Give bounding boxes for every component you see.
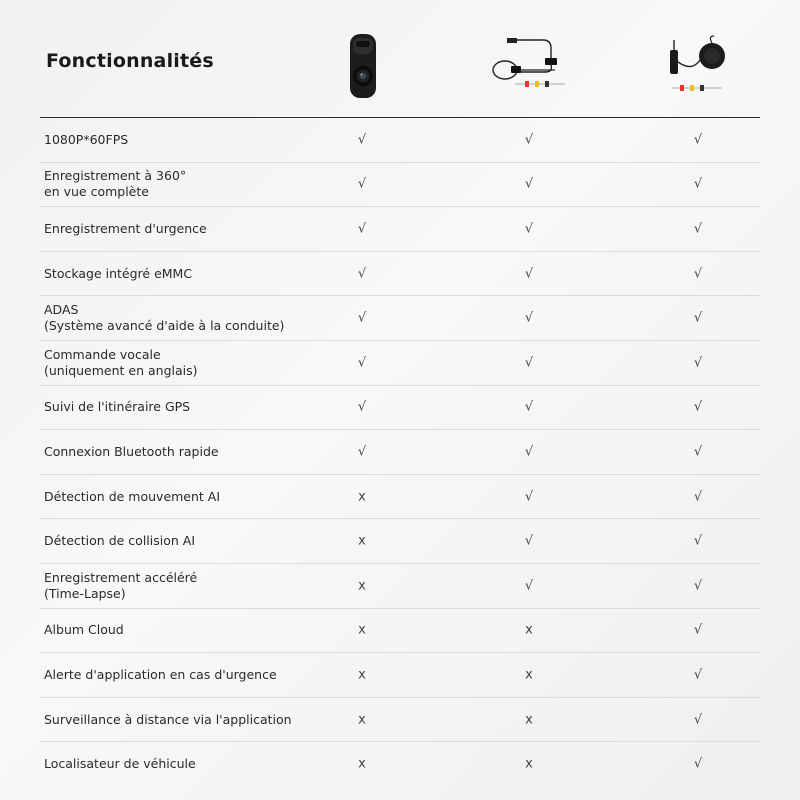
table-row <box>40 698 760 743</box>
cross-mark: x <box>358 578 366 594</box>
check-mark: √ <box>693 221 703 237</box>
check-mark: √ <box>524 310 534 326</box>
check-mark: √ <box>693 444 703 460</box>
table-row <box>40 386 760 431</box>
feature-label <box>44 756 334 772</box>
feature-line-secondary: (uniquement en anglais) <box>44 362 198 378</box>
check-mark: √ <box>693 399 703 415</box>
check-mark: √ <box>357 444 367 460</box>
product-hardwire-kit <box>485 32 575 102</box>
dashcam-icon <box>318 32 408 102</box>
feature-label <box>44 444 334 460</box>
cross-mark: x <box>358 533 366 549</box>
cross-mark: x <box>525 667 533 683</box>
table-row <box>40 653 760 698</box>
check-mark: √ <box>693 310 703 326</box>
check-mark: √ <box>693 622 703 638</box>
feature-line: Enregistrement accéléré <box>44 569 198 585</box>
table-row <box>40 475 760 520</box>
check-mark: √ <box>524 578 534 594</box>
check-mark: √ <box>524 444 534 460</box>
check-mark: √ <box>693 176 703 192</box>
feature-label <box>44 347 334 379</box>
feature-line-secondary: (Time-Lapse) <box>44 585 126 601</box>
table-row <box>40 163 760 208</box>
check-mark: √ <box>693 712 703 728</box>
feature-line: Connexion Bluetooth rapide <box>44 443 219 459</box>
check-mark: √ <box>357 132 367 148</box>
cross-mark: x <box>358 667 366 683</box>
feature-line: Surveillance à distance via l'application <box>44 711 292 727</box>
table-row <box>40 296 760 341</box>
check-mark: √ <box>524 489 534 505</box>
check-mark: √ <box>357 355 367 371</box>
feature-label <box>44 221 334 237</box>
cross-mark: x <box>358 489 366 505</box>
check-mark: √ <box>357 399 367 415</box>
feature-label <box>44 302 334 334</box>
feature-line: Détection de collision AI <box>44 533 196 549</box>
table-row <box>40 609 760 654</box>
check-mark: √ <box>524 266 534 282</box>
check-mark: √ <box>357 310 367 326</box>
feature-line: Localisateur de véhicule <box>44 756 196 772</box>
feature-line: Détection de mouvement AI <box>44 488 221 504</box>
feature-line: Stockage intégré eMMC <box>44 265 193 281</box>
table-row <box>40 564 760 609</box>
check-mark: √ <box>524 132 534 148</box>
cross-mark: x <box>358 622 366 638</box>
obd-gps-module-icon <box>652 32 742 102</box>
product-gps-module <box>652 32 742 102</box>
table-row <box>40 430 760 475</box>
feature-label <box>44 132 334 148</box>
feature-line: Enregistrement à 360° <box>44 168 187 184</box>
cross-mark: x <box>525 712 533 728</box>
check-mark: √ <box>693 266 703 282</box>
cross-mark: x <box>525 756 533 772</box>
check-mark: √ <box>693 756 703 772</box>
feature-line: Album Cloud <box>44 622 124 638</box>
check-mark: √ <box>693 489 703 505</box>
check-mark: √ <box>524 399 534 415</box>
table-row <box>40 118 760 163</box>
feature-label <box>44 266 334 282</box>
check-mark: √ <box>357 176 367 192</box>
comparison-table <box>40 118 760 786</box>
feature-line-secondary: en vue complète <box>44 184 149 200</box>
feature-label <box>44 489 334 505</box>
feature-label <box>44 399 334 415</box>
cross-mark: x <box>358 712 366 728</box>
feature-line-secondary: (Système avancé d'aide à la conduite) <box>44 318 285 334</box>
feature-label <box>44 622 334 638</box>
feature-label <box>44 168 334 200</box>
feature-line: ADAS <box>44 302 79 318</box>
check-mark: √ <box>524 355 534 371</box>
product-dashcam <box>318 32 408 102</box>
table-row <box>40 742 760 786</box>
feature-line: Suivi de l'itinéraire GPS <box>44 399 191 415</box>
check-mark: √ <box>357 266 367 282</box>
table-row <box>40 341 760 386</box>
check-mark: √ <box>524 221 534 237</box>
table-row <box>40 207 760 252</box>
hardwire-cable-icon <box>485 32 575 102</box>
page-title: Fonctionnalités <box>46 50 214 72</box>
feature-label <box>44 570 334 602</box>
check-mark: √ <box>357 221 367 237</box>
table-row <box>40 252 760 297</box>
check-mark: √ <box>693 355 703 371</box>
feature-label <box>44 712 334 728</box>
check-mark: √ <box>693 132 703 148</box>
feature-line: Alerte d'application en cas d'urgence <box>44 666 277 682</box>
feature-label <box>44 533 334 549</box>
cross-mark: x <box>525 622 533 638</box>
check-mark: √ <box>524 176 534 192</box>
check-mark: √ <box>693 578 703 594</box>
feature-label <box>44 667 334 683</box>
feature-line: Enregistrement d'urgence <box>44 220 207 236</box>
feature-line: Commande vocale <box>44 346 161 362</box>
table-row <box>40 519 760 564</box>
feature-line: 1080P*60FPS <box>44 131 129 147</box>
check-mark: √ <box>524 533 534 549</box>
check-mark: √ <box>693 667 703 683</box>
cross-mark: x <box>358 756 366 772</box>
check-mark: √ <box>693 533 703 549</box>
